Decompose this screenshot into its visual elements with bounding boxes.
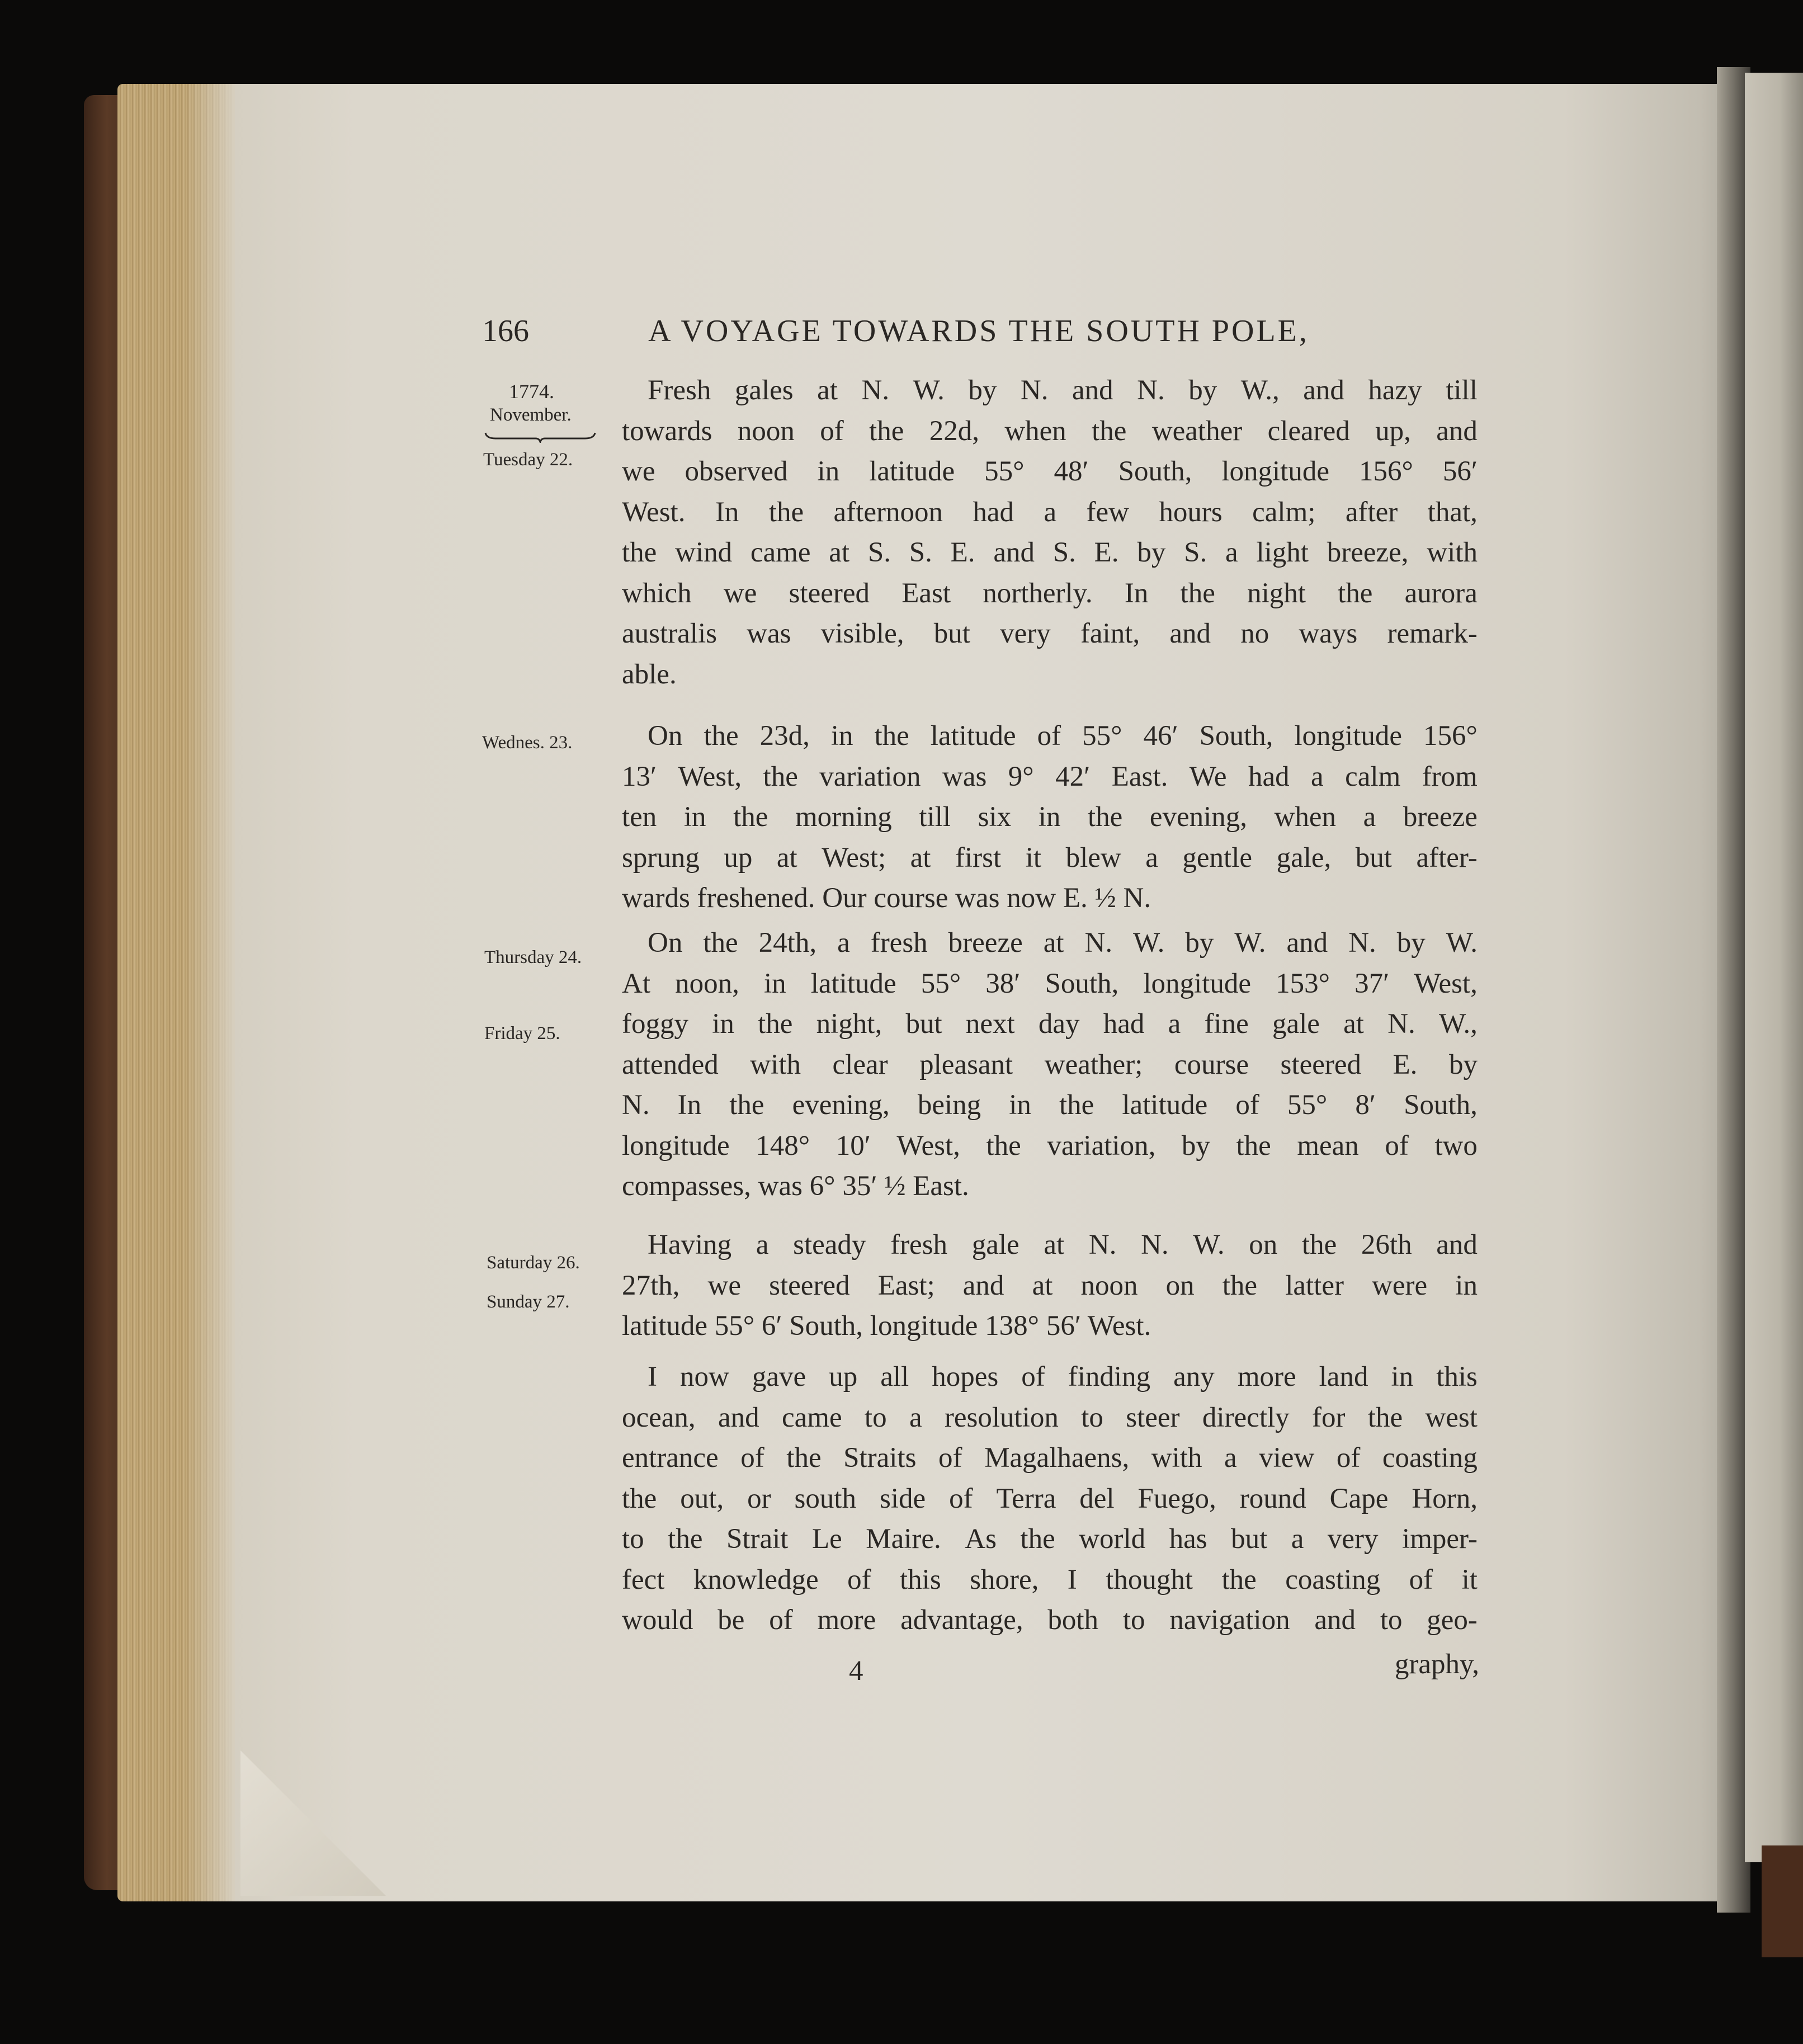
text-line: ten in the morning till six in the evening, when a breeze bbox=[622, 801, 1478, 833]
text-line: At noon, in latitude 55° 38′ South, longitude 153° 37′ West, bbox=[622, 967, 1478, 999]
back-cover-edge bbox=[1762, 1845, 1803, 1957]
margin-note-saturday: Saturday 26. bbox=[487, 1253, 580, 1273]
text-line: able. bbox=[622, 658, 677, 690]
text-line: would be of more advantage, both to navigation and to geo- bbox=[622, 1604, 1478, 1636]
text-line: foggy in the night, but next day had a fine gale at N. W., bbox=[622, 1008, 1478, 1040]
text-line: 27th, we steered East; and at noon on the latter were in bbox=[622, 1269, 1478, 1301]
margin-month: November. bbox=[490, 405, 572, 425]
paragraph-4 bbox=[622, 1225, 1478, 1347]
text-line: which we steered East northerly. In the night the aurora bbox=[622, 577, 1478, 609]
signature-mark: 4 bbox=[849, 1655, 863, 1687]
page-number: 166 bbox=[482, 314, 529, 348]
page-block-edge bbox=[117, 84, 246, 1901]
text-line: fect knowledge of this shore, I thought the coasting of it bbox=[622, 1564, 1478, 1595]
text-line: wards freshened. Our course was now E. ½ N. bbox=[622, 882, 1151, 914]
text-line: West. In the afternoon had a few hours calm; after that, bbox=[622, 496, 1478, 528]
paragraph-5 bbox=[622, 1357, 1478, 1641]
text-line: entrance of the Straits of Magalhaens, with a view of coasting bbox=[622, 1442, 1478, 1474]
text-line: latitude 55° 6′ South, longitude 138° 56′ West. bbox=[622, 1310, 1151, 1342]
text-line: On the 24th, a fresh breeze at N. W. by W. and N. by W. bbox=[648, 927, 1478, 959]
text-line: australis was visible, but very faint, and no ways remark- bbox=[622, 618, 1478, 649]
text-line: compasses, was 6° 35′ ½ East. bbox=[622, 1170, 969, 1202]
text-line: the wind came at S. S. E. and S. E. by S. a light breeze, with bbox=[622, 537, 1478, 568]
text-line: N. In the evening, being in the latitude of 55° 8′ South, bbox=[622, 1089, 1478, 1121]
text-line: 13′ West, the variation was 9° 42′ East. We had a calm from bbox=[622, 761, 1478, 792]
text-line: attended with clear pleasant weather; course steered E. by bbox=[622, 1049, 1478, 1080]
text-line: we observed in latitude 55° 48′ South, longitude 156° 56′ bbox=[622, 456, 1478, 487]
margin-note-tuesday: Tuesday 22. bbox=[483, 450, 573, 470]
text-line: to the Strait Le Maire. As the world has but a very imper- bbox=[622, 1523, 1478, 1555]
margin-note-wednesday: Wednes. 23. bbox=[482, 733, 573, 753]
margin-brace bbox=[484, 432, 596, 443]
text-line: On the 23d, in the latitude of 55° 46′ South, longitude 156° bbox=[648, 720, 1478, 752]
text-line: towards noon of the 22d, when the weather cleared up, and bbox=[622, 415, 1478, 447]
margin-note-friday: Friday 25. bbox=[484, 1023, 560, 1044]
text-line: sprung up at West; at first it blew a gentle gale, but after- bbox=[622, 842, 1478, 874]
margin-note-thursday: Thursday 24. bbox=[484, 947, 582, 967]
text-line: Fresh gales at N. W. by N. and N. by W., and hazy till bbox=[648, 375, 1478, 406]
running-title: A VOYAGE TOWARDS THE SOUTH POLE, bbox=[648, 314, 1309, 348]
margin-note-sunday: Sunday 27. bbox=[487, 1292, 570, 1312]
paragraph-2 bbox=[622, 716, 1478, 919]
margin-year: 1774. bbox=[509, 380, 554, 403]
paragraph-1 bbox=[622, 370, 1478, 695]
facing-page-sliver bbox=[1745, 73, 1803, 1862]
catchword: graphy, bbox=[1394, 1649, 1479, 1680]
text-line: the out, or south side of Terra del Fuego, round Cape Horn, bbox=[622, 1483, 1478, 1514]
text-line: longitude 148° 10′ West, the variation, by the mean of two bbox=[622, 1130, 1478, 1162]
paragraph-3 bbox=[622, 923, 1478, 1207]
text-line: I now gave up all hopes of finding any more land in this bbox=[648, 1361, 1478, 1392]
text-line: ocean, and came to a resolution to steer directly for the west bbox=[622, 1401, 1478, 1433]
text-line: Having a steady fresh gale at N. N. W. on the 26th and bbox=[648, 1229, 1478, 1261]
